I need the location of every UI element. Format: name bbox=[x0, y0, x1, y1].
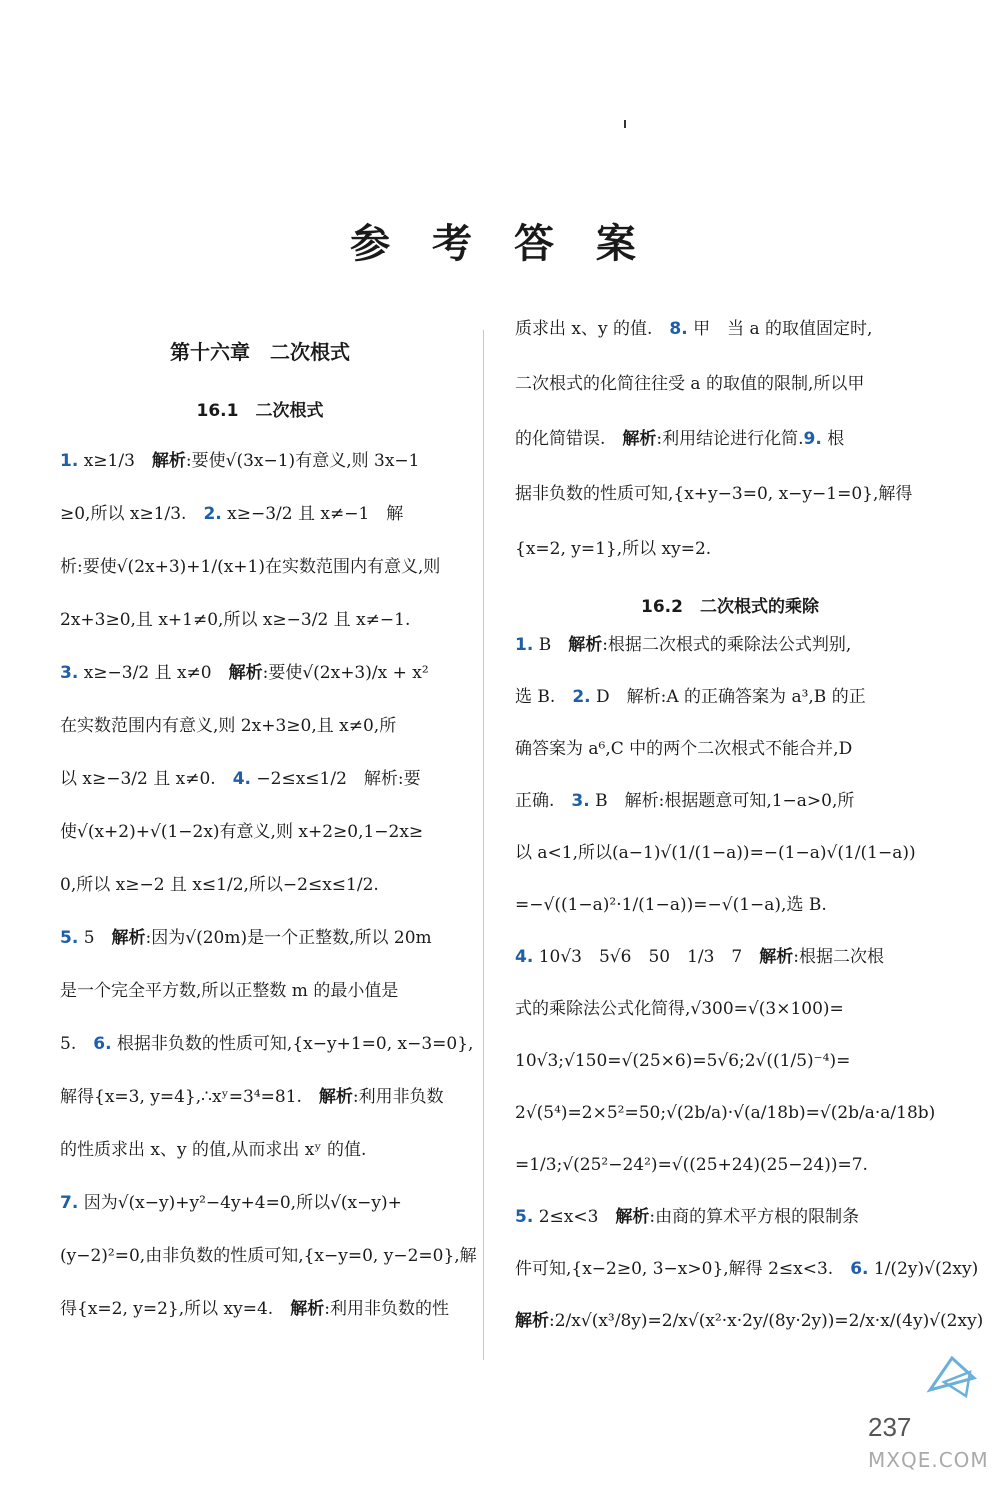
answer-text: 析:要使√(2x+3)+1/(x+1)在实数范围内有意义,则 bbox=[60, 557, 441, 577]
analysis-label: 解析 bbox=[111, 928, 146, 948]
answer-line bbox=[515, 944, 884, 970]
answer-line bbox=[60, 872, 379, 898]
answer-text: 选 B. bbox=[515, 687, 573, 707]
question-number: 6. bbox=[850, 1259, 869, 1279]
answer-line bbox=[515, 536, 711, 562]
answer-text: B 解析:根据题意可知,1−a>0,所 bbox=[589, 791, 855, 811]
answer-line bbox=[60, 660, 429, 686]
answer-text: 确答案为 a⁶,C 中的两个二次根式不能合并,D bbox=[515, 739, 853, 759]
answer-text: 根 bbox=[821, 429, 845, 449]
answer-text: x≥−3/2 且 x≠−1 解 bbox=[221, 504, 404, 524]
section-heading-16-1: 16.1 二次根式 bbox=[196, 401, 324, 421]
answer-text: D 解析:A 的正确答案为 a³,B 的正 bbox=[590, 687, 866, 707]
answer-text: x≥−3/2 且 x≠0 bbox=[78, 663, 229, 683]
answer-text: 2x+3≥0,且 x+1≠0,所以 x≥−3/2 且 x≠−1. bbox=[60, 610, 411, 630]
answer-text: :利用非负数 bbox=[352, 1087, 444, 1107]
answer-line bbox=[515, 1308, 983, 1334]
answer-line bbox=[515, 426, 844, 452]
question-number: 4. bbox=[515, 947, 534, 967]
page-title: 参 考 答 案 bbox=[350, 221, 650, 267]
answer-text: 2√(5⁴)=2×5²=50;√(2b/a)·√(a/18b)=√(2b/a·a/18b) bbox=[515, 1103, 936, 1123]
question-number: 2. bbox=[203, 504, 222, 524]
question-number: 3. bbox=[60, 663, 79, 683]
answer-text: =−√((1−a)²·1/(1−a))=−√(1−a),选 B. bbox=[515, 895, 827, 915]
answer-line bbox=[60, 766, 421, 792]
answer-line bbox=[515, 316, 872, 342]
answer-text: 式的乘除法公式化简得,√300=√(3×100)= bbox=[515, 999, 844, 1019]
answer-text: (y−2)²=0,由非负数的性质可知,{x−y=0, y−2=0},解 bbox=[60, 1246, 477, 1266]
answer-line bbox=[60, 607, 410, 633]
answer-text: 0,所以 x≥−2 且 x≤1/2,所以−2≤x≤1/2. bbox=[60, 875, 379, 895]
question-number: 7. bbox=[60, 1193, 79, 1213]
watermark-text: MXQE.COM bbox=[868, 1448, 989, 1472]
answer-text: :利用结论进行化简. bbox=[656, 429, 804, 449]
answer-line bbox=[515, 684, 866, 710]
question-number: 1. bbox=[515, 635, 534, 655]
answer-line bbox=[515, 1256, 978, 1282]
answer-text: 5. bbox=[60, 1034, 94, 1054]
answer-line bbox=[515, 996, 844, 1022]
answer-line bbox=[60, 1243, 477, 1269]
analysis-label: 解析 bbox=[151, 451, 186, 471]
answer-text: :根据二次根式的乘除法公式判别, bbox=[602, 635, 852, 655]
answer-text: 得{x=2, y=2},所以 xy=4. bbox=[60, 1299, 291, 1319]
answer-text: 2≤x<3 bbox=[533, 1207, 616, 1227]
answer-line bbox=[515, 632, 851, 658]
chapter-heading: 第十六章 二次根式 bbox=[170, 340, 350, 364]
answer-text: 10√3;√150=√(25×6)=5√6;2√((1/5)⁻⁴)= bbox=[515, 1051, 851, 1071]
question-number: 4. bbox=[232, 769, 251, 789]
answer-line bbox=[60, 978, 398, 1004]
analysis-label: 解析 bbox=[615, 1207, 650, 1227]
answer-line bbox=[60, 1031, 473, 1057]
answer-line bbox=[515, 840, 916, 866]
answer-text: 以 a<1,所以(a−1)√(1/(1−a))=−(1−a)√(1/(1−a)) bbox=[515, 843, 916, 863]
question-number: 3. bbox=[571, 791, 590, 811]
analysis-label: 解析 bbox=[290, 1299, 325, 1319]
answer-text: −2≤x≤1/2 解析:要 bbox=[251, 769, 421, 789]
answer-text: {x=2, y=1},所以 xy=2. bbox=[515, 539, 712, 559]
answer-text: :由商的算术平方根的限制条 bbox=[649, 1207, 860, 1227]
answer-text: :利用非负数的性 bbox=[324, 1299, 449, 1319]
page-number: 237 bbox=[868, 1412, 912, 1442]
answer-text: 正确. bbox=[515, 791, 572, 811]
answer-text: ≥0,所以 x≥1/3. bbox=[60, 504, 204, 524]
analysis-label: 解析 bbox=[759, 947, 794, 967]
answer-text: 在实数范围内有意义,则 2x+3≥0,且 x≠0,所 bbox=[60, 716, 397, 736]
answer-text: 据非负数的性质可知,{x+y−3=0, x−y−1=0},解得 bbox=[515, 484, 913, 504]
question-number: 5. bbox=[60, 928, 79, 948]
answer-text: 根据非负数的性质可知,{x−y+1=0, x−3=0}, bbox=[111, 1034, 474, 1054]
answer-text: x≥1/3 bbox=[78, 451, 152, 471]
answer-text: 解得{x=3, y=4},∴xʸ=3⁴=81. bbox=[60, 1087, 319, 1107]
tick-mark bbox=[624, 120, 626, 128]
question-number: 2. bbox=[572, 687, 591, 707]
answer-text: 的化简错误. bbox=[515, 429, 623, 449]
question-number: 9. bbox=[803, 429, 822, 449]
analysis-label: 解析 bbox=[568, 635, 603, 655]
question-number: 6. bbox=[93, 1034, 112, 1054]
answer-text: B bbox=[533, 635, 569, 655]
answer-line bbox=[515, 736, 852, 762]
answer-text: =1/3;√(25²−24²)=√((25+24)(25−24))=7. bbox=[515, 1155, 868, 1175]
answer-text: 件可知,{x−2≥0, 3−x>0},解得 2≤x<3. bbox=[515, 1259, 851, 1279]
question-number: 8. bbox=[669, 319, 688, 339]
answer-line bbox=[60, 1190, 402, 1216]
answer-line bbox=[515, 892, 827, 918]
answer-text: 10√3 5√6 50 1/3 7 bbox=[533, 947, 760, 967]
answer-line bbox=[60, 501, 403, 527]
answer-text: :要使√(3x−1)有意义,则 3x−1 bbox=[185, 451, 420, 471]
answer-text: 1/(2y)√(2xy) bbox=[868, 1259, 979, 1279]
analysis-label: 解析 bbox=[318, 1087, 353, 1107]
answer-line bbox=[60, 554, 440, 580]
answer-line bbox=[60, 448, 419, 474]
answer-text: :根据二次根 bbox=[793, 947, 884, 967]
answer-text: 是一个完全平方数,所以正整数 m 的最小值是 bbox=[60, 981, 399, 1001]
answer-line bbox=[60, 1137, 366, 1163]
answer-text: 因为√(x−y)+y²−4y+4=0,所以√(x−y)+ bbox=[78, 1193, 402, 1213]
answer-line bbox=[515, 788, 854, 814]
answer-line bbox=[515, 481, 912, 507]
answer-text: :要使√(2x+3)/x + x² bbox=[262, 663, 429, 683]
answer-line bbox=[60, 1084, 444, 1110]
answer-line bbox=[515, 1048, 850, 1074]
answer-line bbox=[60, 1296, 449, 1322]
answer-line bbox=[515, 1100, 935, 1126]
answer-text: 二次根式的化简往往受 a 的取值的限制,所以甲 bbox=[515, 374, 865, 394]
section-heading-16-2: 16.2 二次根式的乘除 bbox=[641, 597, 819, 617]
answer-text: :2/x√(x³/8y)=2/x√(x²·x·2y/(8y·2y))=2/x·x/(4y)√(2xy) bbox=[549, 1311, 984, 1331]
answer-text: 的性质求出 x、y 的值,从而求出 xʸ 的值. bbox=[60, 1140, 367, 1160]
watermark-logo bbox=[922, 1352, 982, 1406]
analysis-label: 解析 bbox=[228, 663, 263, 683]
answer-line bbox=[60, 819, 423, 845]
answer-line bbox=[515, 371, 864, 397]
answer-text: 5 bbox=[78, 928, 112, 948]
analysis-label: 解析 bbox=[622, 429, 657, 449]
answer-line bbox=[515, 1204, 859, 1230]
answer-text: 质求出 x、y 的值. bbox=[515, 319, 670, 339]
answer-text: 甲 当 a 的取值固定时, bbox=[687, 319, 873, 339]
answer-line bbox=[60, 713, 396, 739]
question-number: 1. bbox=[60, 451, 79, 471]
answer-line bbox=[60, 925, 432, 951]
answer-text: 使√(x+2)+√(1−2x)有意义,则 x+2≥0,1−2x≥ bbox=[60, 822, 424, 842]
answer-line bbox=[515, 1152, 868, 1178]
question-number: 5. bbox=[515, 1207, 534, 1227]
answer-text: 以 x≥−3/2 且 x≠0. bbox=[60, 769, 233, 789]
answer-text: :因为√(20m)是一个正整数,所以 20m bbox=[145, 928, 432, 948]
analysis-label: 解析 bbox=[515, 1311, 549, 1331]
column-divider bbox=[483, 330, 484, 1360]
